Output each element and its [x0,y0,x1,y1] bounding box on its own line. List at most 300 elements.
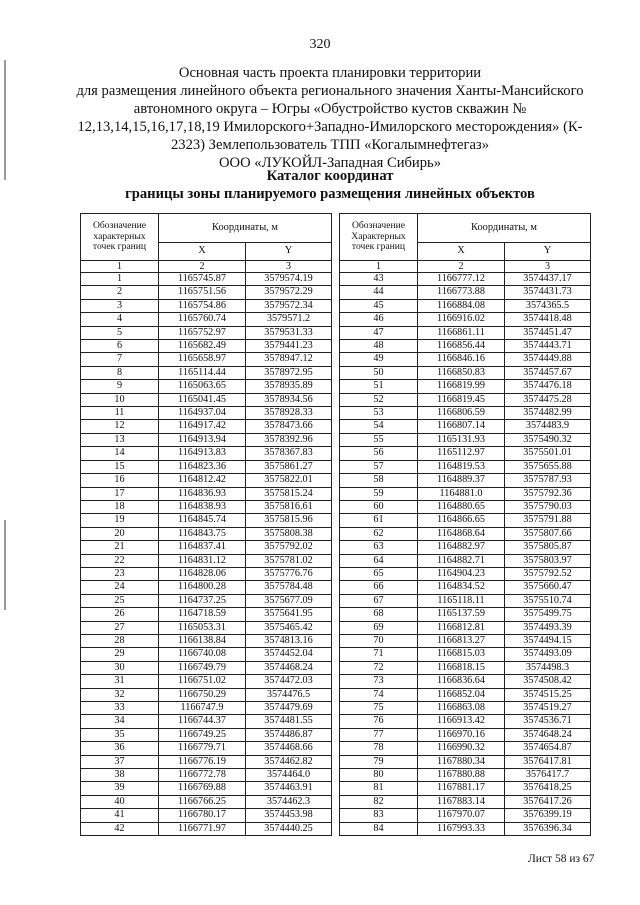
y-coordinate-cell: 3575510.74 [505,594,591,607]
header-line: 12,13,14,15,16,17,18,19 Имилорского+Западно-Имилорского месторождения» (К- [77,119,583,135]
y-coordinate-cell: 3574463.91 [246,782,332,795]
x-coordinate-cell: 1164937.04 [159,407,246,420]
table-row [340,407,591,420]
table-row [340,661,591,674]
x-coordinate-cell: 1166138.84 [159,634,246,647]
point-id-cell: 53 [340,407,418,420]
x-coordinate-cell: 1165112.97 [418,447,505,460]
table-row [340,433,591,446]
point-id-cell: 81 [340,782,418,795]
header-point-designation: Обозначение характерных точек границ [81,214,159,261]
y-coordinate-cell: 3574536.71 [505,715,591,728]
y-coordinate-cell: 3578934.56 [246,393,332,406]
table-row [81,393,332,406]
table-row [340,728,591,741]
point-id-cell: 52 [340,393,418,406]
x-coordinate-cell: 1165053.31 [159,621,246,634]
point-id-cell: 70 [340,634,418,647]
x-coordinate-cell: 1164823.36 [159,460,246,473]
table-row [81,594,332,607]
coordinates-table-right-wrap [339,213,591,836]
x-coordinate-cell: 1166771.97 [159,822,246,835]
document-header [60,64,600,172]
x-coordinate-cell: 1165658.97 [159,353,246,366]
x-coordinate-cell: 1166819.99 [418,380,505,393]
table-row [340,795,591,808]
table-row [340,380,591,393]
x-coordinate-cell: 1164917.42 [159,420,246,433]
table-row [340,541,591,554]
y-coordinate-cell: 3578972.95 [246,366,332,379]
y-coordinate-cell: 3575815.96 [246,514,332,527]
x-coordinate-cell: 1167883.14 [418,795,505,808]
table-row [340,487,591,500]
header-col-number: 3 [505,261,591,273]
x-coordinate-cell: 1166815.03 [418,648,505,661]
y-coordinate-cell: 3574449.88 [505,353,591,366]
point-id-cell: 48 [340,340,418,353]
table-row [81,273,332,286]
point-id-cell: 76 [340,715,418,728]
point-id-cell: 75 [340,702,418,715]
point-id-cell: 57 [340,460,418,473]
point-id-cell: 12 [81,420,159,433]
x-coordinate-cell: 1166751.02 [159,675,246,688]
y-coordinate-cell: 3574457.67 [505,366,591,379]
y-coordinate-cell: 3578392.96 [246,433,332,446]
x-coordinate-cell: 1166807.14 [418,420,505,433]
point-id-cell: 62 [340,527,418,540]
point-id-cell: 71 [340,648,418,661]
x-coordinate-cell: 1166836.64 [418,675,505,688]
table-row [81,447,332,460]
x-coordinate-cell: 1166884.08 [418,299,505,312]
point-id-cell: 21 [81,541,159,554]
point-id-cell: 50 [340,366,418,379]
header-y: Y [505,243,591,261]
table-row [81,608,332,621]
table-row [81,527,332,540]
x-coordinate-cell: 1166916.02 [418,313,505,326]
y-coordinate-cell: 3574479.69 [246,702,332,715]
point-id-cell: 28 [81,634,159,647]
x-coordinate-cell: 1164913.83 [159,447,246,460]
x-coordinate-cell: 1165137.59 [418,608,505,621]
x-coordinate-cell: 1165114.44 [159,366,246,379]
x-coordinate-cell: 1166747.9 [159,702,246,715]
y-coordinate-cell: 3574418.48 [505,313,591,326]
y-coordinate-cell: 3574494.15 [505,634,591,647]
page-number: 320 [309,37,331,52]
x-coordinate-cell: 1166813.27 [418,634,505,647]
point-id-cell: 47 [340,326,418,339]
table-row [81,742,332,755]
point-id-cell: 41 [81,809,159,822]
y-coordinate-cell: 3575501.01 [505,447,591,460]
y-coordinate-cell: 3574654.87 [505,742,591,755]
y-coordinate-cell: 3574515.25 [505,688,591,701]
y-coordinate-cell: 3576417.26 [505,795,591,808]
y-coordinate-cell: 3574813.16 [246,634,332,647]
table-row [340,648,591,661]
x-coordinate-cell: 1165682.49 [159,340,246,353]
x-coordinate-cell: 1164718.59 [159,608,246,621]
table-row [340,460,591,473]
table-row [340,782,591,795]
point-id-cell: 65 [340,567,418,580]
y-coordinate-cell: 3575861.27 [246,460,332,473]
table-row [81,755,332,768]
y-coordinate-cell: 3575803.97 [505,554,591,567]
table-row [81,809,332,822]
point-id-cell: 69 [340,621,418,634]
x-coordinate-cell: 1165751.56 [159,286,246,299]
point-id-cell: 8 [81,366,159,379]
table-row [340,393,591,406]
y-coordinate-cell: 3575660.47 [505,581,591,594]
table-row [340,474,591,487]
table-row [340,353,591,366]
x-coordinate-cell: 1164837.41 [159,541,246,554]
x-coordinate-cell: 1166852.04 [418,688,505,701]
y-coordinate-cell: 3575776.76 [246,567,332,580]
sheet-footer [528,853,594,865]
y-coordinate-cell: 3575816.61 [246,500,332,513]
point-id-cell: 13 [81,433,159,446]
point-id-cell: 39 [81,782,159,795]
point-id-cell: 23 [81,567,159,580]
catalog-title-line: границы зоны планируемого размещения линейных объектов [125,186,535,202]
point-id-cell: 37 [81,755,159,768]
x-coordinate-cell: 1166861.11 [418,326,505,339]
y-coordinate-cell: 3575490.32 [505,433,591,446]
point-id-cell: 35 [81,728,159,741]
y-coordinate-cell: 3579572.34 [246,299,332,312]
point-id-cell: 2 [81,286,159,299]
table-row [340,769,591,782]
x-coordinate-cell: 1166819.45 [418,393,505,406]
y-coordinate-cell: 3575808.38 [246,527,332,540]
y-coordinate-cell: 3578935.89 [246,380,332,393]
x-coordinate-cell: 1164831.12 [159,554,246,567]
y-coordinate-cell: 3579531.33 [246,326,332,339]
x-coordinate-cell: 1166806.59 [418,407,505,420]
table-row [81,541,332,554]
x-coordinate-cell: 1166772.78 [159,769,246,782]
point-id-cell: 67 [340,594,418,607]
y-coordinate-cell: 3578367.83 [246,447,332,460]
y-coordinate-cell: 3575677.09 [246,594,332,607]
point-id-cell: 74 [340,688,418,701]
y-coordinate-cell: 3578947.12 [246,353,332,366]
point-id-cell: 26 [81,608,159,621]
point-id-cell: 77 [340,728,418,741]
point-id-cell: 68 [340,608,418,621]
point-id-cell: 4 [81,313,159,326]
table-row [81,688,332,701]
point-id-cell: 43 [340,273,418,286]
table-row [81,634,332,647]
table-row [340,554,591,567]
point-id-cell: 40 [81,795,159,808]
x-coordinate-cell: 1166780.17 [159,809,246,822]
x-coordinate-cell: 1164834.52 [418,581,505,594]
point-id-cell: 33 [81,702,159,715]
x-coordinate-cell: 1164881.0 [418,487,505,500]
table-row [340,634,591,647]
x-coordinate-cell: 1164882.97 [418,541,505,554]
x-coordinate-cell: 1165752.97 [159,326,246,339]
point-id-cell: 24 [81,581,159,594]
x-coordinate-cell: 1165118.11 [418,594,505,607]
x-coordinate-cell: 1164882.71 [418,554,505,567]
header-col-number: 2 [418,261,505,273]
point-id-cell: 20 [81,527,159,540]
x-coordinate-cell: 1164828.06 [159,567,246,580]
table-row [340,688,591,701]
y-coordinate-cell: 3579441.23 [246,340,332,353]
point-id-cell: 83 [340,809,418,822]
point-id-cell: 61 [340,514,418,527]
x-coordinate-cell: 1165760.74 [159,313,246,326]
point-id-cell: 15 [81,460,159,473]
y-coordinate-cell: 3575655.88 [505,460,591,473]
table-row [81,675,332,688]
table-row [340,313,591,326]
x-coordinate-cell: 1167970.07 [418,809,505,822]
y-coordinate-cell: 3574476.5 [246,688,332,701]
y-coordinate-cell: 3575499.75 [505,608,591,621]
table-row [81,769,332,782]
coordinates-table-left-wrap [80,213,332,836]
table-row [81,648,332,661]
x-coordinate-cell: 1164819.53 [418,460,505,473]
y-coordinate-cell: 3575805.87 [505,541,591,554]
x-coordinate-cell: 1164737.25 [159,594,246,607]
x-coordinate-cell: 1166990.32 [418,742,505,755]
y-coordinate-cell: 3574475.28 [505,393,591,406]
x-coordinate-cell: 1166812.81 [418,621,505,634]
x-coordinate-cell: 1164880.65 [418,500,505,513]
x-coordinate-cell: 1166913.42 [418,715,505,728]
y-coordinate-cell: 3575465.42 [246,621,332,634]
x-coordinate-cell: 1166766.25 [159,795,246,808]
y-coordinate-cell: 3575822.01 [246,474,332,487]
table-row [340,500,591,513]
table-row [81,366,332,379]
table-row [81,782,332,795]
point-id-cell: 11 [81,407,159,420]
y-coordinate-cell: 3579572.29 [246,286,332,299]
table-row [81,795,332,808]
y-coordinate-cell: 3574452.04 [246,648,332,661]
y-coordinate-cell: 3575641.95 [246,608,332,621]
point-id-cell: 32 [81,688,159,701]
table-row [340,594,591,607]
point-id-cell: 7 [81,353,159,366]
table-row [81,313,332,326]
x-coordinate-cell: 1166749.79 [159,661,246,674]
point-id-cell: 44 [340,286,418,299]
y-coordinate-cell: 3574437.17 [505,273,591,286]
x-coordinate-cell: 1167880.88 [418,769,505,782]
table-row [81,420,332,433]
x-coordinate-cell: 1164836.93 [159,487,246,500]
table-row [340,742,591,755]
x-coordinate-cell: 1164812.42 [159,474,246,487]
point-id-cell: 6 [81,340,159,353]
point-id-cell: 10 [81,393,159,406]
y-coordinate-cell: 3575791.88 [505,514,591,527]
x-coordinate-cell: 1166863.08 [418,702,505,715]
y-coordinate-cell: 3574493.39 [505,621,591,634]
header-coordinates: Координаты, м [418,214,591,243]
point-id-cell: 27 [81,621,159,634]
table-row [340,447,591,460]
y-coordinate-cell: 3575792.36 [505,487,591,500]
y-coordinate-cell: 3574519.27 [505,702,591,715]
y-coordinate-cell: 3574486.87 [246,728,332,741]
y-coordinate-cell: 3574648.24 [505,728,591,741]
y-coordinate-cell: 3574468.66 [246,742,332,755]
point-id-cell: 54 [340,420,418,433]
point-id-cell: 25 [81,594,159,607]
y-coordinate-cell: 3576417.81 [505,755,591,768]
x-coordinate-cell: 1166769.88 [159,782,246,795]
table-row [81,340,332,353]
x-coordinate-cell: 1166750.29 [159,688,246,701]
table-row [81,353,332,366]
y-coordinate-cell: 3574443.71 [505,340,591,353]
y-coordinate-cell: 3575787.93 [505,474,591,487]
y-coordinate-cell: 3576417.7 [505,769,591,782]
y-coordinate-cell: 3574365.5 [505,299,591,312]
table-row [340,514,591,527]
table-row [81,326,332,339]
x-coordinate-cell: 1166846.16 [418,353,505,366]
x-coordinate-cell: 1166740.08 [159,648,246,661]
y-coordinate-cell: 3574508.42 [505,675,591,688]
x-coordinate-cell: 1164866.65 [418,514,505,527]
point-id-cell: 78 [340,742,418,755]
table-row [81,728,332,741]
y-coordinate-cell: 3574462.82 [246,755,332,768]
y-coordinate-cell: 3578473.66 [246,420,332,433]
x-coordinate-cell: 1166744.37 [159,715,246,728]
y-coordinate-cell: 3574483.9 [505,420,591,433]
table-row [340,299,591,312]
header-line: Основная часть проекта планировки территории [178,65,482,81]
header-col-number: 3 [246,261,332,273]
y-coordinate-cell: 3579574.19 [246,273,332,286]
point-id-cell: 82 [340,795,418,808]
x-coordinate-cell: 1164904.23 [418,567,505,580]
table-row [340,702,591,715]
header-col-number: 1 [340,261,418,273]
x-coordinate-cell: 1166773.88 [418,286,505,299]
point-id-cell: 31 [81,675,159,688]
y-coordinate-cell: 3574472.03 [246,675,332,688]
table-row [340,366,591,379]
y-coordinate-cell: 3574482.99 [505,407,591,420]
x-coordinate-cell: 1166856.44 [418,340,505,353]
x-coordinate-cell: 1164868.64 [418,527,505,540]
x-coordinate-cell: 1167880.34 [418,755,505,768]
table-row [340,755,591,768]
x-coordinate-cell: 1166850.83 [418,366,505,379]
y-coordinate-cell: 3574493.09 [505,648,591,661]
table-row [81,380,332,393]
x-coordinate-cell: 1165063.65 [159,380,246,393]
x-coordinate-cell: 1166777.12 [418,273,505,286]
header-line: ООО «ЛУКОЙЛ-Западная Сибирь» [219,155,441,171]
header-coordinates: Координаты, м [159,214,332,243]
y-coordinate-cell: 3574431.73 [505,286,591,299]
table-row [81,500,332,513]
x-coordinate-cell: 1164889.37 [418,474,505,487]
table-row [81,822,332,835]
table-row [81,514,332,527]
x-coordinate-cell: 1164845.74 [159,514,246,527]
table-row [340,273,591,286]
y-coordinate-cell: 3576418.25 [505,782,591,795]
table-row [340,527,591,540]
header-line: для размещения линейного объекта регионального значения Ханты-Мансийского [76,83,584,99]
header-x: X [159,243,246,261]
x-coordinate-cell: 1167993.33 [418,822,505,835]
x-coordinate-cell: 1166776.19 [159,755,246,768]
header-col-number: 1 [81,261,159,273]
header-y: Y [246,243,332,261]
point-id-cell: 42 [81,822,159,835]
y-coordinate-cell: 3578928.33 [246,407,332,420]
table-row [81,554,332,567]
coordinates-table-right-body [340,273,591,836]
point-id-cell: 66 [340,581,418,594]
point-id-cell: 59 [340,487,418,500]
point-id-cell: 22 [81,554,159,567]
x-coordinate-cell: 1165754.86 [159,299,246,312]
y-coordinate-cell: 3575781.02 [246,554,332,567]
x-coordinate-cell: 1167881.17 [418,782,505,795]
table-row [340,286,591,299]
x-coordinate-cell: 1164838.93 [159,500,246,513]
point-id-cell: 45 [340,299,418,312]
table-row [340,675,591,688]
header-x: X [418,243,505,261]
table-row [340,715,591,728]
point-id-cell: 3 [81,299,159,312]
x-coordinate-cell: 1164800.28 [159,581,246,594]
y-coordinate-cell: 3574476.18 [505,380,591,393]
x-coordinate-cell: 1166970.16 [418,728,505,741]
table-row [340,608,591,621]
point-id-cell: 9 [81,380,159,393]
y-coordinate-cell: 3575784.48 [246,581,332,594]
table-row [81,299,332,312]
table-row [81,474,332,487]
point-id-cell: 34 [81,715,159,728]
point-id-cell: 5 [81,326,159,339]
margin-scan-mark [4,60,6,180]
point-id-cell: 46 [340,313,418,326]
y-coordinate-cell: 3574481.55 [246,715,332,728]
margin-scan-mark [4,520,6,610]
y-coordinate-cell: 3574464.0 [246,769,332,782]
catalog-title [60,167,600,203]
x-coordinate-cell: 1166749.25 [159,728,246,741]
table-row [81,487,332,500]
